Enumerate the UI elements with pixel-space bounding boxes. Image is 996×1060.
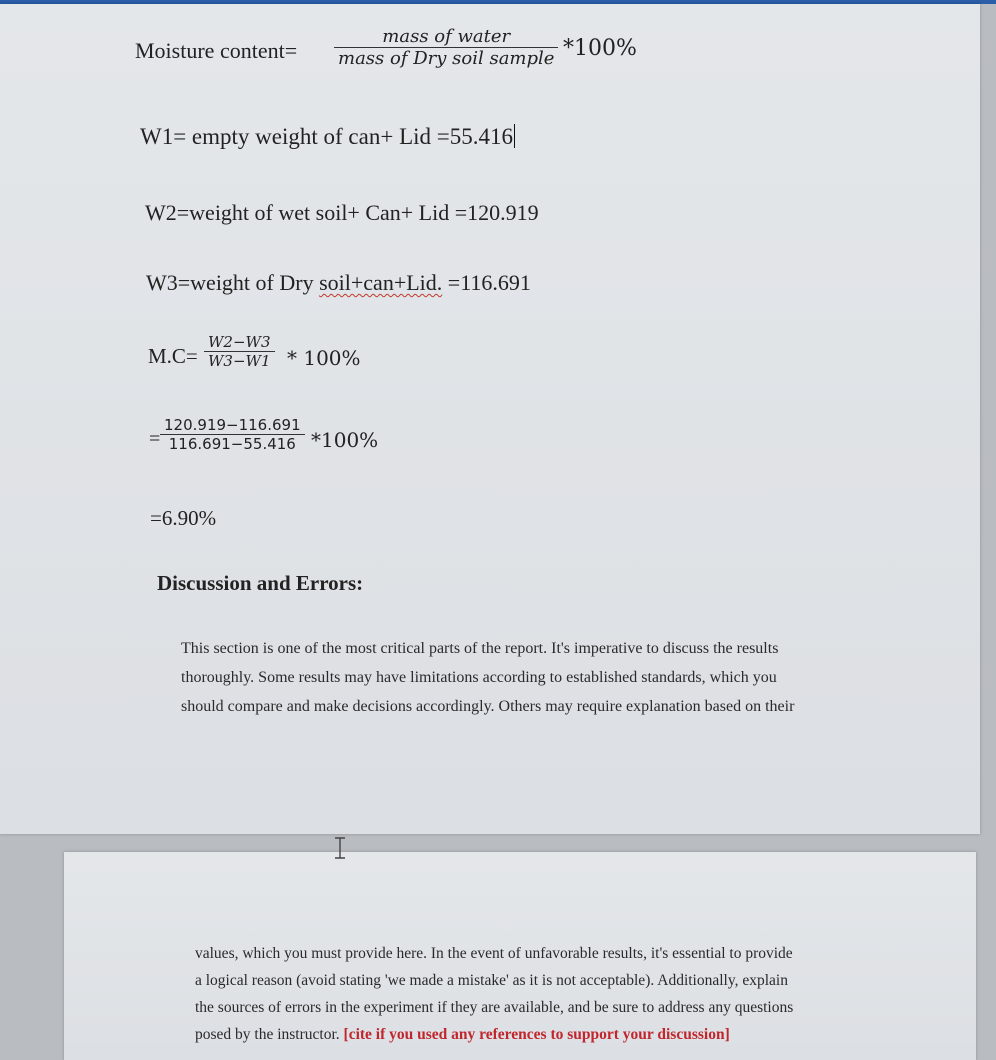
citation-note: [cite if you used any references to support your discussion] bbox=[343, 1026, 730, 1043]
substitution-multiplier: *100% bbox=[311, 428, 379, 452]
substitution-fraction bbox=[160, 416, 305, 453]
mc-multiplier: * 100% bbox=[287, 346, 361, 370]
paragraph-line: should compare and make decisions accordingly. Others may require explanation based on their bbox=[181, 698, 795, 715]
substitution-equals: = bbox=[149, 428, 161, 450]
moisture-content-numerator: mass of water bbox=[382, 26, 511, 47]
w1-text: W1= empty weight of can+ Lid =55.416 bbox=[140, 124, 513, 149]
paragraph-line: thoroughly. Some results may have limitations according to established standards, which you bbox=[181, 669, 777, 686]
paragraph-line: This section is one of the most critical parts of the report. It's imperative to discuss the results bbox=[181, 640, 779, 657]
w3-suffix: =116.691 bbox=[442, 270, 531, 295]
paragraph-line: a logical reason (avoid stating 'we made a mistake' as it is not acceptable). Additionally, explain bbox=[195, 972, 788, 989]
spellcheck-flagged-text[interactable]: soil+can+Lid. bbox=[319, 270, 443, 295]
document-page-1[interactable] bbox=[0, 4, 980, 834]
substitution-denominator: 116.691−55.416 bbox=[168, 435, 296, 453]
w3-line bbox=[146, 270, 531, 296]
paragraph-line-text: posed by the instructor. bbox=[195, 1026, 344, 1043]
i-beam-cursor-icon bbox=[333, 837, 347, 859]
moisture-content-multiplier: *100% bbox=[563, 36, 637, 61]
discussion-paragraph-page1 bbox=[181, 634, 794, 721]
text-caret bbox=[514, 124, 516, 148]
mc-label: M.C= bbox=[148, 344, 198, 368]
substitution-numerator: 120.919−116.691 bbox=[164, 416, 301, 434]
w3-prefix: W3=weight of Dry bbox=[146, 270, 320, 295]
mc-denominator: W3−W1 bbox=[208, 352, 271, 370]
paragraph-line bbox=[195, 1021, 793, 1048]
document-page-2[interactable] bbox=[64, 852, 976, 1060]
moisture-content-denominator: mass of Dry soil sample bbox=[338, 48, 555, 69]
paragraph-line: the sources of errors in the experiment if they are available, and be sure to address any questions bbox=[195, 999, 794, 1016]
result-value: =6.90% bbox=[150, 506, 217, 530]
w1-line bbox=[140, 124, 515, 150]
paragraph-line: values, which you must provide here. In the event of unfavorable results, it's essential to provide bbox=[195, 945, 793, 962]
mc-fraction bbox=[204, 333, 275, 370]
moisture-content-label: Moisture content= bbox=[135, 38, 298, 63]
moisture-content-fraction bbox=[334, 26, 558, 69]
w2-text: W2=weight of wet soil+ Can+ Lid =120.919 bbox=[145, 200, 539, 225]
discussion-heading: Discussion and Errors: bbox=[157, 571, 364, 595]
discussion-paragraph-page2 bbox=[195, 940, 793, 1048]
mc-numerator: W2−W3 bbox=[208, 333, 271, 351]
